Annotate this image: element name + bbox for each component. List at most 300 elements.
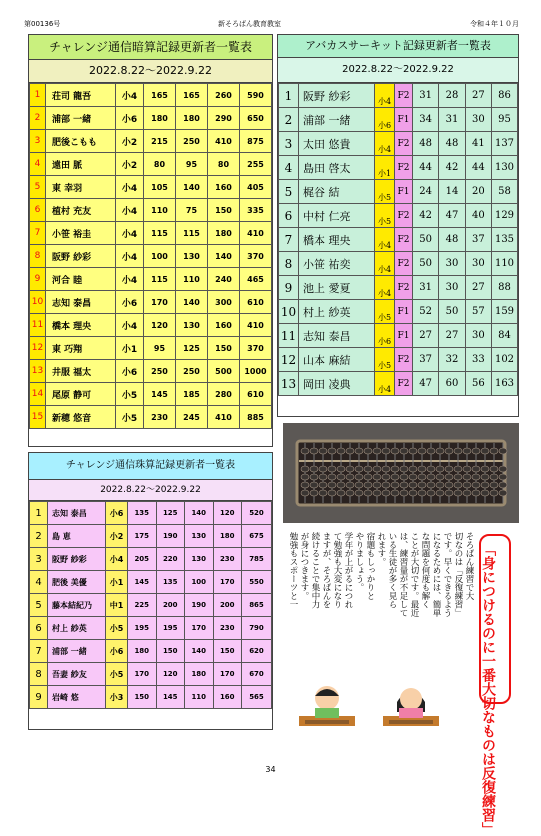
student-grade: 小5 bbox=[375, 204, 395, 228]
column-line: が身につきます。 bbox=[299, 532, 309, 600]
table-row bbox=[30, 245, 272, 268]
score-1: 205 bbox=[128, 548, 157, 571]
student-name: 村上 紗英 bbox=[299, 300, 375, 324]
score-1: 195 bbox=[128, 617, 157, 640]
row-number: 6 bbox=[279, 204, 299, 228]
row-number: 9 bbox=[279, 276, 299, 300]
abacus-bead bbox=[445, 482, 453, 488]
table-row bbox=[279, 204, 518, 228]
abacus-bead bbox=[427, 490, 435, 496]
score-2: 145 bbox=[156, 686, 185, 709]
student-grade: 小2 bbox=[116, 153, 144, 176]
row-number: 1 bbox=[279, 84, 299, 108]
abacus-bead bbox=[319, 474, 327, 480]
abacus-bead bbox=[373, 490, 381, 496]
table-title: チャレンジ通信暗算記録更新者一覧表 bbox=[29, 35, 272, 60]
table-row bbox=[30, 686, 272, 709]
score-total: 163 bbox=[492, 372, 518, 396]
student-name: 東 巧翔 bbox=[46, 337, 116, 360]
abacus-bead bbox=[373, 448, 381, 454]
score-3: 37 bbox=[465, 228, 491, 252]
abacus-bead bbox=[427, 474, 435, 480]
student-grade: 小3 bbox=[106, 686, 128, 709]
score-2: 165 bbox=[176, 84, 208, 107]
row-number: 12 bbox=[30, 337, 46, 360]
score-2: 48 bbox=[439, 228, 465, 252]
abacus-bead bbox=[391, 448, 399, 454]
table-period: 2022.8.22～2022.9.22 bbox=[278, 58, 518, 83]
abacus-bead bbox=[310, 482, 318, 488]
student-name: 東 幸羽 bbox=[46, 176, 116, 199]
records-table bbox=[278, 83, 518, 396]
score-total: 255 bbox=[240, 153, 272, 176]
score-3: 180 bbox=[185, 663, 214, 686]
row-number: 5 bbox=[30, 176, 46, 199]
score-4: 170 bbox=[213, 663, 242, 686]
abacus-bead bbox=[436, 448, 444, 454]
student-grade: 小4 bbox=[116, 84, 144, 107]
score-1: 42 bbox=[413, 204, 439, 228]
abacus-bead bbox=[463, 490, 471, 496]
abacus-bead bbox=[418, 490, 426, 496]
score-1: 34 bbox=[413, 108, 439, 132]
student-name: 肥後こもも bbox=[46, 130, 116, 153]
abacus-bead bbox=[382, 474, 390, 480]
score-1: 31 bbox=[413, 276, 439, 300]
table-row bbox=[30, 571, 272, 594]
abacus-bead bbox=[454, 490, 462, 496]
table-row bbox=[279, 108, 518, 132]
table-row bbox=[279, 372, 518, 396]
abacus-bead bbox=[391, 474, 399, 480]
abacus-bead bbox=[301, 474, 309, 480]
student-name: 阪野 紗彩 bbox=[299, 84, 375, 108]
row-number: 10 bbox=[30, 291, 46, 314]
row-number: 13 bbox=[279, 372, 299, 396]
score-3: 160 bbox=[208, 314, 240, 337]
column-line: やりましょう。 bbox=[354, 532, 364, 592]
course-level: F2 bbox=[395, 228, 413, 252]
student-name: 浦部 一緒 bbox=[299, 108, 375, 132]
abacus-bead bbox=[472, 490, 480, 496]
abacus-bead bbox=[319, 466, 327, 472]
abacus-circuit-table bbox=[277, 34, 519, 417]
row-number: 6 bbox=[30, 199, 46, 222]
score-total: 650 bbox=[240, 107, 272, 130]
score-1: 180 bbox=[128, 640, 157, 663]
abacus-bead bbox=[499, 490, 507, 496]
student-name: 尾原 静可 bbox=[46, 383, 116, 406]
score-2: 135 bbox=[156, 571, 185, 594]
score-1: 24 bbox=[413, 180, 439, 204]
score-total: 875 bbox=[240, 130, 272, 153]
student-name: 橋本 理央 bbox=[46, 314, 116, 337]
score-2: 30 bbox=[439, 276, 465, 300]
student-grade: 小6 bbox=[116, 291, 144, 314]
student-grade: 小4 bbox=[116, 176, 144, 199]
score-2: 195 bbox=[156, 617, 185, 640]
abacus-bead bbox=[445, 466, 453, 472]
abacus-bead bbox=[454, 474, 462, 480]
table-row bbox=[279, 180, 518, 204]
abacus-bead bbox=[427, 482, 435, 488]
table-row bbox=[279, 324, 518, 348]
score-3: 30 bbox=[465, 108, 491, 132]
abacus-bead bbox=[490, 448, 498, 454]
score-1: 110 bbox=[144, 199, 176, 222]
score-1: 50 bbox=[413, 228, 439, 252]
table-row bbox=[30, 663, 272, 686]
score-2: 60 bbox=[439, 372, 465, 396]
abacus-photo bbox=[283, 423, 519, 523]
student-name: 橋本 理央 bbox=[299, 228, 375, 252]
student-grade: 小4 bbox=[116, 222, 144, 245]
table-row bbox=[30, 84, 272, 107]
column-line: になるためには、簡単 bbox=[431, 532, 441, 617]
score-total: 84 bbox=[492, 324, 518, 348]
abacus-bead bbox=[400, 466, 408, 472]
score-1: 50 bbox=[413, 252, 439, 276]
score-2: 75 bbox=[176, 199, 208, 222]
score-1: 95 bbox=[144, 337, 176, 360]
abacus-bead bbox=[382, 448, 390, 454]
score-total: 520 bbox=[242, 502, 272, 525]
column-line: て勉強も大変になり bbox=[332, 532, 342, 609]
score-2: 125 bbox=[176, 337, 208, 360]
student-grade: 小4 bbox=[116, 199, 144, 222]
abacus-bead bbox=[418, 482, 426, 488]
student-name: 岡田 凌典 bbox=[299, 372, 375, 396]
abacus-bead bbox=[337, 490, 345, 496]
abacus-bead bbox=[436, 482, 444, 488]
student-grade: 小6 bbox=[106, 640, 128, 663]
table-row bbox=[30, 406, 272, 429]
abacus-bead bbox=[328, 466, 336, 472]
challenge-soroban-table bbox=[28, 452, 273, 730]
row-number: 9 bbox=[30, 686, 48, 709]
abacus-bead bbox=[499, 448, 507, 454]
abacus-bead bbox=[391, 482, 399, 488]
abacus-bead bbox=[409, 482, 417, 488]
score-total: 86 bbox=[492, 84, 518, 108]
score-total: 135 bbox=[492, 228, 518, 252]
student-name: 肥後 美優 bbox=[48, 571, 106, 594]
score-total: 130 bbox=[492, 156, 518, 180]
table-row bbox=[30, 337, 272, 360]
row-number: 11 bbox=[279, 324, 299, 348]
row-number: 7 bbox=[279, 228, 299, 252]
score-3: 140 bbox=[185, 502, 214, 525]
course-level: F2 bbox=[395, 84, 413, 108]
row-number: 3 bbox=[279, 132, 299, 156]
student-name: 吾妻 紗友 bbox=[48, 663, 106, 686]
abacus-bead bbox=[346, 482, 354, 488]
abacus-bead bbox=[499, 474, 507, 480]
abacus-bead bbox=[355, 482, 363, 488]
column-line: 続けることで集中力 bbox=[310, 532, 320, 609]
student-grade: 小6 bbox=[116, 107, 144, 130]
row-number: 8 bbox=[30, 663, 48, 686]
score-1: 225 bbox=[128, 594, 157, 617]
student-name: 梶谷 結 bbox=[299, 180, 375, 204]
abacus-bead bbox=[355, 474, 363, 480]
score-3: 30 bbox=[465, 324, 491, 348]
score-total: 410 bbox=[240, 314, 272, 337]
challenge-mental-math-table bbox=[28, 34, 273, 447]
row-number: 7 bbox=[30, 222, 46, 245]
score-2: 30 bbox=[439, 252, 465, 276]
abacus-bead bbox=[355, 490, 363, 496]
table-row bbox=[279, 156, 518, 180]
row-number: 1 bbox=[30, 502, 48, 525]
course-level: F2 bbox=[395, 204, 413, 228]
abacus-bead bbox=[463, 474, 471, 480]
table-row bbox=[279, 348, 518, 372]
course-level: F2 bbox=[395, 252, 413, 276]
student-name: 志知 泰昌 bbox=[48, 502, 106, 525]
abacus-bead bbox=[463, 466, 471, 472]
student-name: 岩崎 悠 bbox=[48, 686, 106, 709]
score-2: 140 bbox=[176, 176, 208, 199]
abacus-bead bbox=[382, 490, 390, 496]
score-3: 27 bbox=[465, 84, 491, 108]
score-3: 410 bbox=[208, 406, 240, 429]
abacus-bead bbox=[400, 448, 408, 454]
column-line: 勉強もスポーツと一 bbox=[288, 532, 298, 609]
table-row bbox=[30, 107, 272, 130]
score-total: 58 bbox=[492, 180, 518, 204]
score-total: 465 bbox=[240, 268, 272, 291]
score-3: 110 bbox=[185, 686, 214, 709]
row-number: 2 bbox=[30, 525, 48, 548]
score-3: 170 bbox=[185, 617, 214, 640]
abacus-bead bbox=[337, 482, 345, 488]
table-row bbox=[30, 617, 272, 640]
score-2: 50 bbox=[439, 300, 465, 324]
abacus-bead bbox=[319, 482, 327, 488]
score-2: 27 bbox=[439, 324, 465, 348]
student-grade: 小4 bbox=[106, 548, 128, 571]
table-row bbox=[30, 502, 272, 525]
student-name: 植村 充友 bbox=[46, 199, 116, 222]
abacus-bead bbox=[445, 474, 453, 480]
student-grade: 小2 bbox=[116, 130, 144, 153]
abacus-bead bbox=[400, 490, 408, 496]
abacus-bead bbox=[364, 482, 372, 488]
abacus-bead bbox=[472, 474, 480, 480]
student-name: 藤本結紀乃 bbox=[48, 594, 106, 617]
abacus-bead bbox=[301, 448, 309, 454]
abacus-bead bbox=[490, 490, 498, 496]
score-3: 150 bbox=[208, 199, 240, 222]
student-name: 山本 麻結 bbox=[299, 348, 375, 372]
column-line: ますが、そろばんを bbox=[321, 532, 331, 609]
student-name: 中村 仁亮 bbox=[299, 204, 375, 228]
student-name: 浦部 一緒 bbox=[46, 107, 116, 130]
abacus-bead bbox=[472, 466, 480, 472]
score-1: 105 bbox=[144, 176, 176, 199]
abacus-bead bbox=[310, 474, 318, 480]
student-name: 志知 泰昌 bbox=[46, 291, 116, 314]
student-grade: 小5 bbox=[375, 348, 395, 372]
student-grade: 小1 bbox=[106, 571, 128, 594]
row-number: 3 bbox=[30, 548, 48, 571]
score-2: 140 bbox=[176, 291, 208, 314]
score-1: 170 bbox=[144, 291, 176, 314]
score-total: 865 bbox=[242, 594, 272, 617]
abacus-bead bbox=[490, 482, 498, 488]
abacus-bead bbox=[364, 474, 372, 480]
student-name: 池上 愛夏 bbox=[299, 276, 375, 300]
abacus-bead bbox=[436, 474, 444, 480]
abacus-bead bbox=[328, 448, 336, 454]
score-3: 140 bbox=[185, 640, 214, 663]
abacus-bead bbox=[400, 474, 408, 480]
abacus-bead bbox=[418, 474, 426, 480]
score-3: 290 bbox=[208, 107, 240, 130]
table-row bbox=[30, 176, 272, 199]
score-total: 137 bbox=[492, 132, 518, 156]
abacus-bead bbox=[436, 490, 444, 496]
student-name: 新穂 悠音 bbox=[46, 406, 116, 429]
column-line: 学年が上がるにつれ bbox=[343, 532, 353, 609]
score-total: 590 bbox=[240, 84, 272, 107]
student-grade: 小1 bbox=[116, 337, 144, 360]
score-3: 20 bbox=[465, 180, 491, 204]
score-2: 190 bbox=[156, 525, 185, 548]
score-total: 370 bbox=[240, 337, 272, 360]
score-1: 27 bbox=[413, 324, 439, 348]
abacus-bead bbox=[319, 448, 327, 454]
abacus-bead bbox=[490, 474, 498, 480]
table-row bbox=[30, 199, 272, 222]
abacus-bead bbox=[337, 466, 345, 472]
student-grade: 小4 bbox=[375, 132, 395, 156]
score-2: 245 bbox=[176, 406, 208, 429]
score-4: 160 bbox=[213, 686, 242, 709]
score-total: 1000 bbox=[240, 360, 272, 383]
score-1: 115 bbox=[144, 222, 176, 245]
student-grade: 小5 bbox=[116, 383, 144, 406]
student-name: 小笹 祐奕 bbox=[299, 252, 375, 276]
abacus-bead bbox=[445, 490, 453, 496]
abacus-bead bbox=[301, 482, 309, 488]
score-total: 159 bbox=[492, 300, 518, 324]
table-row bbox=[279, 300, 518, 324]
table-row bbox=[30, 640, 272, 663]
score-2: 220 bbox=[156, 548, 185, 571]
abacus-bead bbox=[391, 466, 399, 472]
score-total: 565 bbox=[242, 686, 272, 709]
student-grade: 小1 bbox=[375, 156, 395, 180]
score-4: 150 bbox=[213, 640, 242, 663]
slogan-text: 「身につけるのに一番大切なものは反復練習」 bbox=[480, 542, 496, 836]
score-1: 250 bbox=[144, 360, 176, 383]
abacus-bead bbox=[409, 490, 417, 496]
abacus-bead bbox=[481, 490, 489, 496]
score-total: 550 bbox=[242, 571, 272, 594]
abacus-bead bbox=[391, 490, 399, 496]
student-name: 太田 悠貴 bbox=[299, 132, 375, 156]
score-1: 115 bbox=[144, 268, 176, 291]
row-number: 9 bbox=[30, 268, 46, 291]
score-1: 80 bbox=[144, 153, 176, 176]
column-line: れます。 bbox=[376, 532, 386, 566]
abacus-bead bbox=[355, 466, 363, 472]
column-line: 宿題もしっかりと bbox=[365, 532, 375, 600]
row-number: 6 bbox=[30, 617, 48, 640]
score-4: 230 bbox=[213, 617, 242, 640]
abacus-bead bbox=[346, 490, 354, 496]
student-name: 小笹 裕圭 bbox=[46, 222, 116, 245]
abacus-bead bbox=[328, 482, 336, 488]
score-total: 670 bbox=[242, 663, 272, 686]
score-total: 785 bbox=[242, 548, 272, 571]
abacus-bead bbox=[364, 490, 372, 496]
score-1: 165 bbox=[144, 84, 176, 107]
abacus-bead bbox=[418, 466, 426, 472]
student-grade: 小5 bbox=[375, 300, 395, 324]
student-name: 河合 睦 bbox=[46, 268, 116, 291]
abacus-bead bbox=[463, 448, 471, 454]
student-name: 阪野 紗彩 bbox=[46, 245, 116, 268]
row-number: 8 bbox=[279, 252, 299, 276]
score-total: 610 bbox=[240, 383, 272, 406]
abacus-bead bbox=[409, 448, 417, 454]
course-level: F2 bbox=[395, 156, 413, 180]
table-row bbox=[279, 228, 518, 252]
slogan-box bbox=[479, 534, 511, 836]
score-2: 150 bbox=[156, 640, 185, 663]
score-3: 410 bbox=[208, 130, 240, 153]
score-2: 31 bbox=[439, 108, 465, 132]
abacus-bead bbox=[337, 474, 345, 480]
table-row bbox=[30, 594, 272, 617]
table-row bbox=[279, 84, 518, 108]
abacus-bead bbox=[499, 482, 507, 488]
student-grade: 小4 bbox=[375, 228, 395, 252]
abacus-bead bbox=[364, 448, 372, 454]
abacus-bead bbox=[472, 448, 480, 454]
score-1: 100 bbox=[144, 245, 176, 268]
student-name: 島田 啓太 bbox=[299, 156, 375, 180]
score-3: 27 bbox=[465, 276, 491, 300]
column-line: な問題を何度も解く bbox=[420, 532, 430, 609]
score-4: 170 bbox=[213, 571, 242, 594]
score-2: 14 bbox=[439, 180, 465, 204]
table-row bbox=[30, 383, 272, 406]
student-name: 村上 紗英 bbox=[48, 617, 106, 640]
row-number: 2 bbox=[279, 108, 299, 132]
row-number: 4 bbox=[279, 156, 299, 180]
abacus-bead bbox=[463, 482, 471, 488]
abacus-bead bbox=[319, 490, 327, 496]
row-number: 3 bbox=[30, 130, 46, 153]
row-number: 5 bbox=[30, 594, 48, 617]
score-3: 140 bbox=[208, 245, 240, 268]
column-line: は、練習量が不足して bbox=[398, 532, 408, 617]
score-2: 47 bbox=[439, 204, 465, 228]
abacus-bead bbox=[364, 466, 372, 472]
score-1: 150 bbox=[128, 686, 157, 709]
column-line: いる生徒が多く見ら bbox=[387, 532, 397, 609]
table-row bbox=[30, 153, 272, 176]
score-4: 180 bbox=[213, 525, 242, 548]
score-2: 95 bbox=[176, 153, 208, 176]
score-total: 885 bbox=[240, 406, 272, 429]
abacus-bead bbox=[409, 474, 417, 480]
score-1: 170 bbox=[128, 663, 157, 686]
